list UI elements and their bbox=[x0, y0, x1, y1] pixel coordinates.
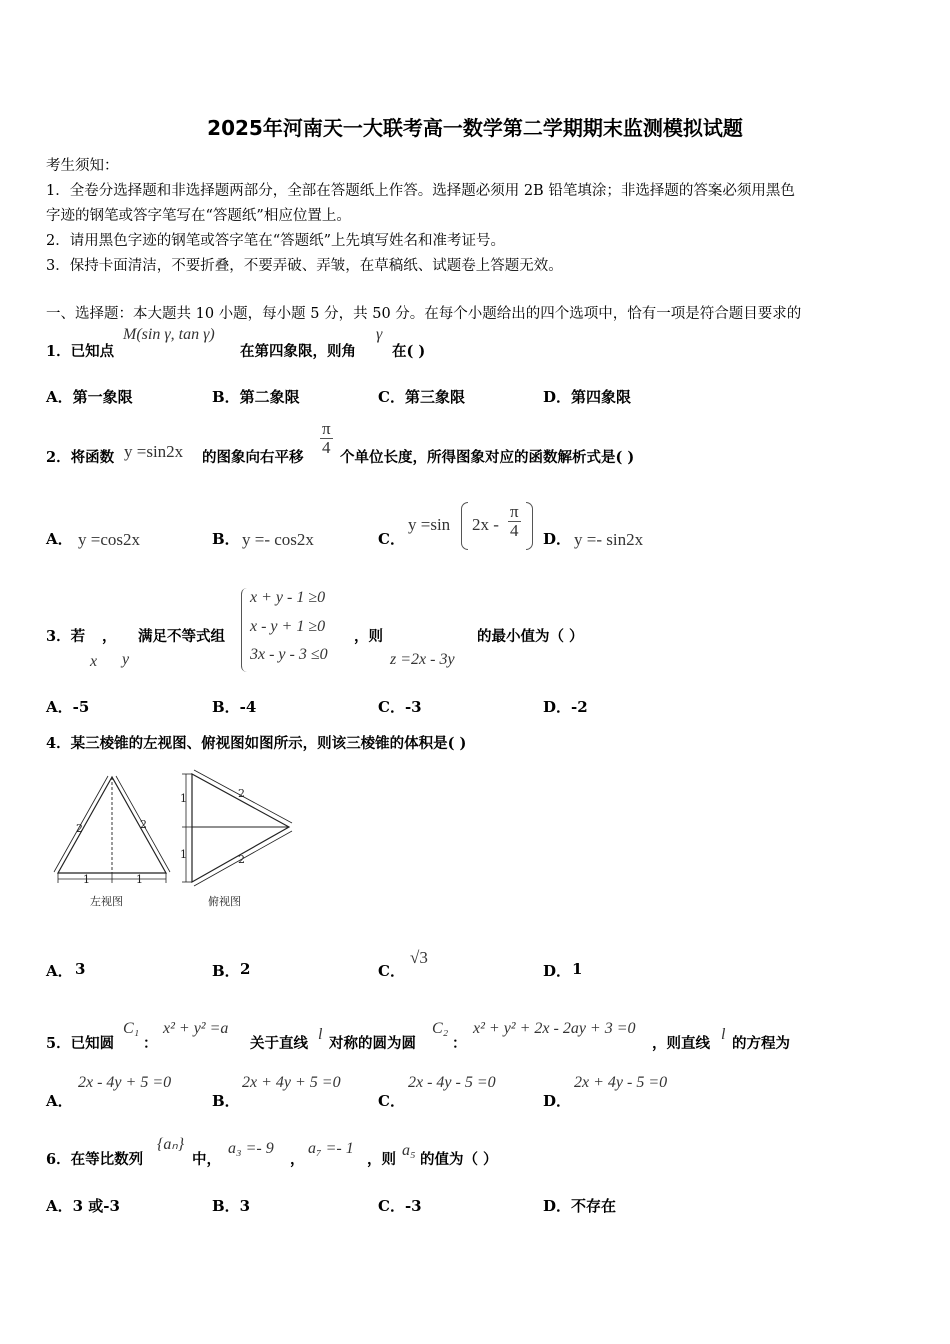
q6-sequence: {aₙ} bbox=[157, 1136, 185, 1153]
q6-prefix: 6．在等比数列 bbox=[46, 1151, 144, 1168]
notice-line-2: 2．请用黑色字迹的钢笔或答字笔在“答题纸”上先填写姓名和准考证号。 bbox=[46, 233, 506, 249]
q4-figure bbox=[44, 762, 304, 912]
q3-option-a[interactable]: A．-5 bbox=[46, 698, 90, 716]
q2-option-c-inner[interactable]: 2x - bbox=[472, 515, 499, 534]
q6-option-d[interactable]: D．不存在 bbox=[543, 1197, 617, 1215]
q3-comma: ， bbox=[102, 628, 117, 645]
q6-a5: a₅ bbox=[402, 1142, 416, 1159]
q2-frac-num: π bbox=[322, 419, 331, 438]
q2-option-c-fraction bbox=[508, 503, 521, 540]
q3-ineq-2: x - y + 1 ≥0 bbox=[250, 618, 326, 635]
q2-label-d[interactable]: D． bbox=[543, 530, 572, 548]
q4-label-d[interactable]: D． bbox=[543, 962, 572, 980]
q5-line-l: l bbox=[318, 1026, 323, 1043]
q5-label-c[interactable]: C． bbox=[378, 1092, 405, 1110]
q5-prefix: 5．已知圆 bbox=[46, 1035, 115, 1052]
top-view-dim-bottom: 2 bbox=[238, 853, 245, 866]
q5-colon-1: ： bbox=[143, 1035, 158, 1052]
q2-option-d[interactable]: y =- sin2x bbox=[574, 530, 644, 549]
q6-then: ，则 bbox=[367, 1151, 396, 1168]
q4-label-b[interactable]: B． bbox=[212, 962, 240, 980]
q1-suffix: 在( ) bbox=[392, 343, 426, 360]
q6-a3: a₃ =- 9 bbox=[228, 1140, 274, 1157]
q3-system-brace bbox=[241, 588, 250, 672]
q5-c1: C₁ bbox=[123, 1020, 140, 1037]
q3-suffix: 的最小值为（ ） bbox=[477, 628, 584, 645]
q5-label-b[interactable]: B． bbox=[212, 1092, 240, 1110]
q4-text: 4．某三棱锥的左视图、俯视图如图所示，则该三棱锥的体积是( ) bbox=[46, 735, 467, 752]
q2-frac-den: 4 bbox=[322, 438, 331, 457]
notice-line-1b: 字迹的钢笔或答字笔写在“答题纸”相应位置上。 bbox=[46, 208, 351, 224]
q3-mid: 满足不等式组 bbox=[138, 628, 225, 645]
q2-option-b[interactable]: y =- cos2x bbox=[242, 530, 314, 549]
q6-option-c[interactable]: C．-3 bbox=[378, 1197, 422, 1215]
q1-option-d[interactable]: D．第四象限 bbox=[543, 388, 632, 406]
q2-mid: 的图象向右平移 bbox=[202, 449, 304, 466]
q2-option-c-right-paren bbox=[526, 502, 533, 550]
q5-line-l-2: l bbox=[721, 1026, 726, 1043]
q5-suffix2: 的方程为 bbox=[732, 1035, 790, 1052]
q1-angle: γ bbox=[376, 326, 383, 343]
q6-mid: 中， bbox=[192, 1151, 221, 1168]
q5-suffix: ，则直线 bbox=[652, 1035, 710, 1052]
q4-label-a[interactable]: A． bbox=[46, 962, 73, 980]
q2-option-a[interactable]: y =cos2x bbox=[78, 530, 140, 549]
q5-c2: C₂ bbox=[432, 1020, 449, 1037]
top-view-dim-side-bottom: 1 bbox=[180, 848, 187, 861]
q5-label-a[interactable]: A． bbox=[46, 1092, 73, 1110]
q5-colon-2: ： bbox=[452, 1035, 467, 1052]
left-view-drawing bbox=[54, 776, 170, 883]
notice-heading: 考生须知： bbox=[46, 158, 119, 174]
q3-ineq-1: x + y - 1 ≥0 bbox=[250, 589, 326, 606]
top-view-dim-side-top: 1 bbox=[180, 792, 187, 805]
q1-prefix: 1．已知点 bbox=[46, 343, 115, 360]
q3-var-y: y bbox=[122, 651, 130, 668]
q3-prefix: 3．若 bbox=[46, 628, 86, 645]
q4-option-c[interactable]: √3 bbox=[410, 948, 428, 967]
q6-option-a[interactable]: A．3 或-3 bbox=[46, 1197, 120, 1215]
top-view-dim-top: 2 bbox=[238, 787, 245, 800]
top-view-drawing bbox=[182, 770, 292, 886]
q3-target: z =2x - 3y bbox=[390, 651, 455, 668]
notice-line-3: 3．保持卡面清洁，不要折叠，不要弄破、弄皱，在草稿纸、试题卷上答题无效。 bbox=[46, 258, 563, 274]
q1-option-b[interactable]: B．第二象限 bbox=[212, 388, 300, 406]
left-view-dim-base-left: 1 bbox=[83, 873, 90, 886]
q1-option-a[interactable]: A．第一象限 bbox=[46, 388, 133, 406]
q3-option-d[interactable]: D．-2 bbox=[543, 698, 588, 716]
q5-eq2: x² + y² + 2x - 2ay + 3 =0 bbox=[473, 1020, 636, 1037]
left-view-dim-right: 2 bbox=[140, 818, 147, 831]
q3-var-x: x bbox=[90, 653, 98, 670]
q3-ineq-3: 3x - y - 3 ≤0 bbox=[250, 646, 328, 663]
q4-label-c[interactable]: C． bbox=[378, 962, 405, 980]
q4-option-d[interactable]: 1 bbox=[572, 960, 583, 978]
q5-option-b[interactable]: 2x + 4y + 5 =0 bbox=[242, 1074, 341, 1091]
q2-prefix: 2．将函数 bbox=[46, 449, 115, 466]
q2-option-c-left-paren bbox=[461, 502, 468, 550]
page-title: 2025年河南天一大联考高一数学第二学期期末监测模拟试题 bbox=[207, 116, 743, 140]
q2-label-c[interactable]: C． bbox=[378, 530, 405, 548]
q3-then: ，则 bbox=[354, 628, 383, 645]
q3-option-c[interactable]: C．-3 bbox=[378, 698, 422, 716]
section-heading: 一、选择题：本大题共 10 小题，每小题 5 分，共 50 分。在每个小题给出的四个选项中，恰有一项是符合题目要求的 bbox=[46, 306, 802, 322]
q6-option-b[interactable]: B．3 bbox=[212, 1197, 251, 1215]
top-view-label: 俯视图 bbox=[208, 895, 241, 908]
q4-option-a[interactable]: 3 bbox=[75, 960, 86, 978]
q2-label-a[interactable]: A． bbox=[46, 530, 73, 548]
q5-option-c[interactable]: 2x - 4y - 5 =0 bbox=[408, 1074, 496, 1091]
q3-option-b[interactable]: B．-4 bbox=[212, 698, 257, 716]
q6-a7: a₇ =- 1 bbox=[308, 1140, 354, 1157]
left-view-dim-base-right: 1 bbox=[136, 873, 143, 886]
q2-label-b[interactable]: B． bbox=[212, 530, 240, 548]
q2-suffix: 个单位长度，所得图象对应的函数解析式是( ) bbox=[340, 449, 635, 466]
q2-shift-fraction bbox=[320, 420, 333, 457]
q6-comma: ， bbox=[290, 1151, 305, 1168]
q2-option-c-den: 4 bbox=[510, 521, 519, 540]
notice-line-1a: 1．全卷分选择题和非选择题两部分，全部在答题纸上作答。选择题必须用 2B 铅笔填涂；非选择题的答案必须用黑色 bbox=[46, 183, 795, 199]
q1-mid: 在第四象限，则角 bbox=[240, 343, 356, 360]
left-view-dim-left: 2 bbox=[76, 822, 83, 835]
q5-option-a[interactable]: 2x - 4y + 5 =0 bbox=[78, 1074, 172, 1091]
q2-func: y =sin2x bbox=[124, 442, 184, 461]
q6-suffix: 的值为（ ） bbox=[420, 1151, 498, 1168]
q1-point: M(sin γ, tan γ) bbox=[123, 326, 215, 343]
left-view-label: 左视图 bbox=[90, 895, 123, 908]
q4-option-b[interactable]: 2 bbox=[240, 960, 251, 978]
q5-eq1: x² + y² =a bbox=[163, 1020, 229, 1037]
q5-mid2: 对称的圆为圆 bbox=[329, 1035, 416, 1052]
q2-option-c-pre[interactable]: y =sin bbox=[408, 515, 451, 534]
q2-option-c-num: π bbox=[510, 502, 519, 521]
q5-mid: 关于直线 bbox=[250, 1035, 308, 1052]
q1-option-c[interactable]: C．第三象限 bbox=[378, 388, 465, 406]
q5-option-d[interactable]: 2x + 4y - 5 =0 bbox=[574, 1074, 668, 1091]
q5-label-d[interactable]: D． bbox=[543, 1092, 572, 1110]
